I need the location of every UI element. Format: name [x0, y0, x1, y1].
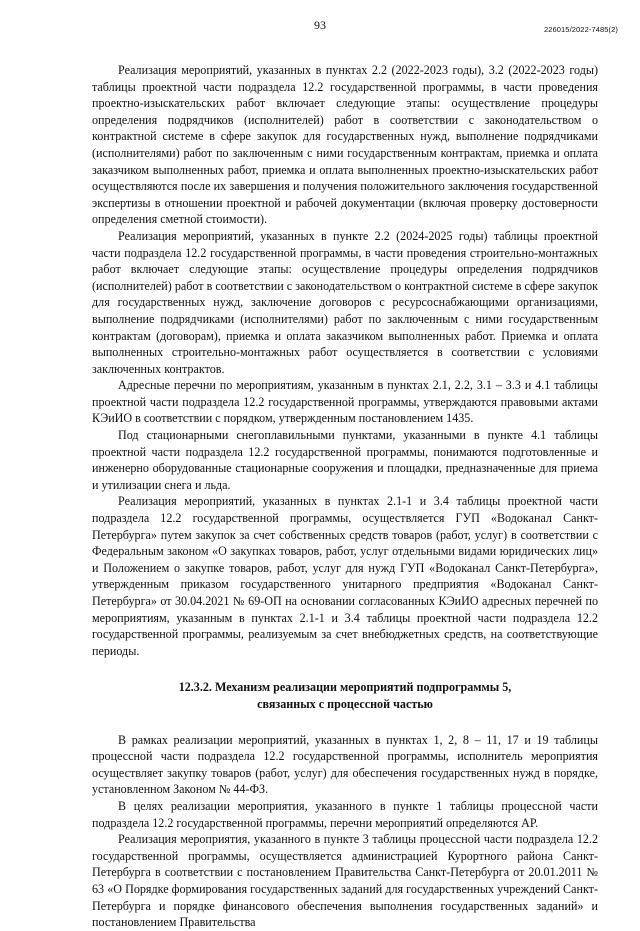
- paragraph: В рамках реализации мероприятий, указанных в пунктах 1, 2, 8 – 11, 17 и 19 таблицы процессной части подраздела 12.2 государственной программы, исполнитель мероприятия осуществляет закупку товаров (работ, услуг) для обеспечения государственных нужд в порядке, установленном Законом № 44-ФЗ.: [92, 732, 598, 797]
- paragraph: В целях реализации мероприятия, указанного в пункте 1 таблицы процессной части подраздела 12.2 государственной программы, перечни мероприятий определяются АР.: [92, 798, 598, 830]
- paragraph: Реализация мероприятий, указанных в пункте 2.2 (2024-2025 годы) таблицы проектной части подраздела 12.2 государственной программы, в части проведения строительно-монтажных работ включает следующие этапы: осуществление процедуры определения подрядчиков (исполнителей) работ в соответствии с законодательством о контрактной системе в сфере закупок для государственных нужд, заключение договоров с ресурсоснабжающими организациями, выполнение подрядчиками (исполнителями) работ по заключенным с ними государственным контрактам (договорам), приемка и оплата заказчиком выполненных работ. Приемка и оплата выполненных строительно-монтажных работ осуществляется в соответствии с условиями заключенных контрактов.: [92, 228, 598, 376]
- paragraph: Под стационарными снегоплавильными пунктами, указанными в пункте 4.1 таблицы проектной части подраздела 12.2 государственной программы, понимаются подготовленные и инженерно оборудованные стационарные сооружения и площадки, предназначенные для приема и утилизации снега и льда.: [92, 428, 598, 492]
- paragraph: Реализация мероприятий, указанных в пунктах 2.2 (2022-2023 годы), 3.2 (2022-2023 годы) таблицы проектной части подраздела 12.2 государственной программы, в части проведения проектно-изыскательских работ включает следующие этапы: осуществление процедуры определения подрядчиков (исполнителей) работ в соответствии с законодательством о контрактной системе в сфере закупок для государственных нужд, выполнение подрядчиками (исполнителями) работ по заключенным с ними государственным контрактам, приемка и оплата заказчиком выполненных работ, приемка и оплата выполненных проектно-изыскательских работ осуществляются после их завершения и получения положительного заключения государственной экспертизы в отношении проектной и рабочей документации (включая проверку достоверности определения сметной стоимости).: [92, 63, 598, 227]
- document-body: [92, 62, 598, 931]
- document-id: 226015/2022-7485(2): [543, 25, 618, 34]
- paragraph: Адресные перечни по мероприятиям, указанным в пунктах 2.1, 2.2, 3.1 – 3.3 и 4.1 таблицы проектной части подраздела 12.2 государственной программы, утверждаются правовыми актами КЭиИО в соответствии с порядком, утвержденным постановлением 1435.: [92, 378, 598, 426]
- section-heading-line-2: связанных с процессной частью: [257, 696, 433, 711]
- paragraph: Реализация мероприятия, указанного в пункте 3 таблицы процессной части подраздела 12.2 государственной программы, осуществляется администрацией Курортного района Санкт-Петербурга в соответствии с постановлением Правительства Санкт-Петербурга от 20.01.2011 № 63 «О Порядке формирования государственных заданий для государственных учреждений Санкт-Петербурга и порядке финансового обеспечения выполнения государственных заданий» и постановлением Правительства: [92, 832, 598, 930]
- section-heading-line-1: 12.3.2. Механизм реализации мероприятий подпрограммы 5,: [178, 680, 512, 695]
- page-number: 93: [314, 18, 326, 32]
- paragraph: Реализация мероприятий, указанных в пунктах 2.1-1 и 3.4 таблицы проектной части подраздела 12.2 государственной программы, осуществляется ГУП «Водоканал Санкт-Петербурга» путем закупок за счет собственных средств товаров (работ, услуг) в соответствии с Федеральным законом «О закупках товаров, работ, услуг отдельными видами юридических лиц» и Положением о закупке товаров, работ, услуг для нужд ГУП «Водоканал Санкт-Петербурга», утвержденным приказом государственного унитарного предприятия «Водоканал Санкт-Петербурга» от 30.04.2021 № 69-ОП на основании согласованных КЭиИО адресных перечней по мероприятиям, указанным в пунктах 2.1-1 и 3.4 таблицы проектной части подраздела 12.2 государственной программы, реализуемым за счет внебюджетных средств, на соответствующие периоды.: [92, 494, 598, 658]
- section-heading: [92, 679, 598, 712]
